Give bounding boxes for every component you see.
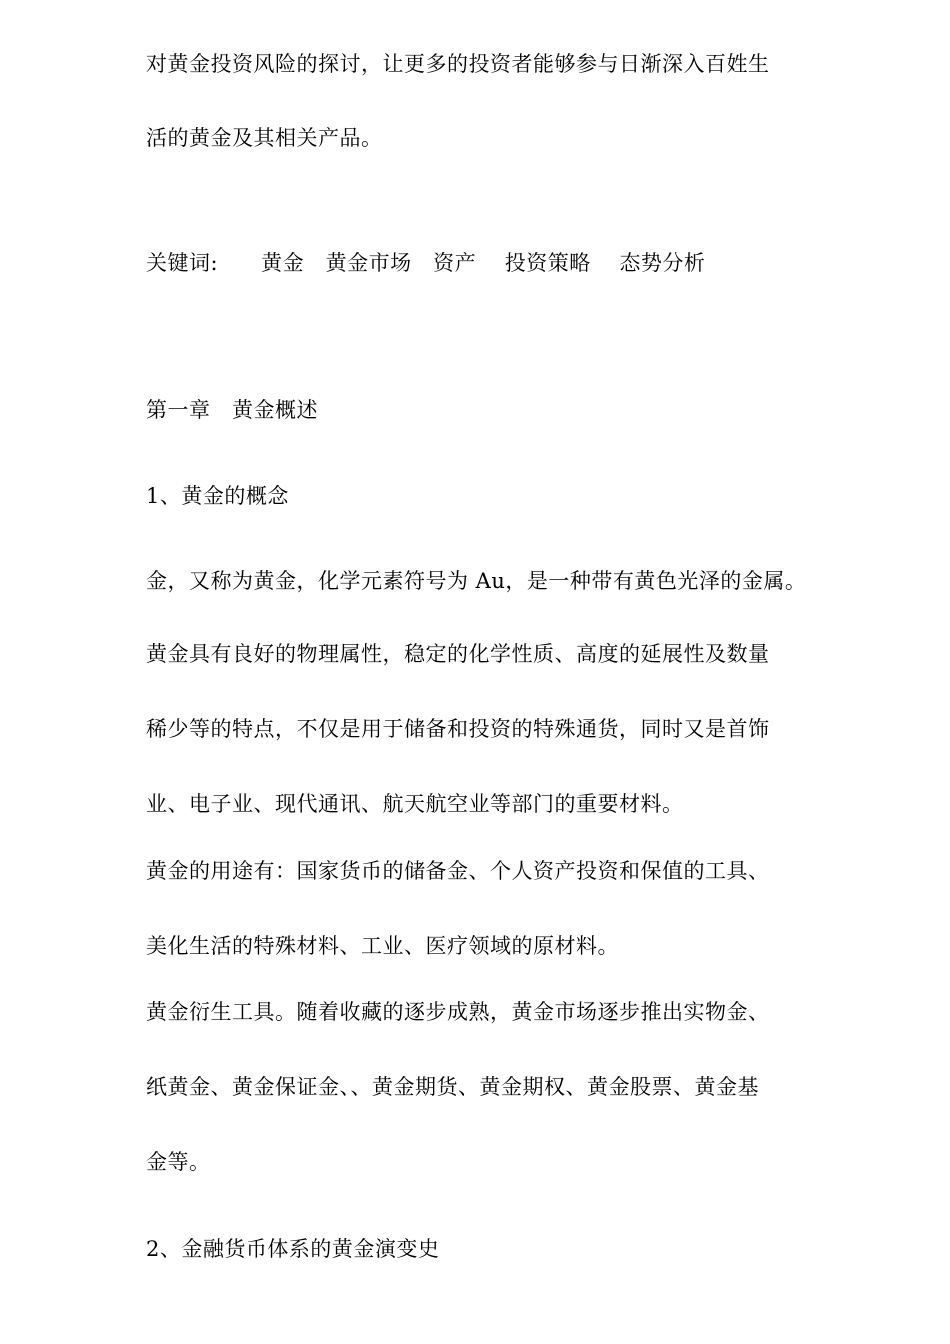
paragraph-line: 美化生活的特殊材料、工业、医疗领域的原材料。 bbox=[146, 934, 619, 958]
chapter-heading: 第一章 黄金概述 bbox=[146, 398, 318, 422]
paragraph-line: 对黄金投资风险的探讨，让更多的投资者能够参与日渐深入百姓生 bbox=[146, 52, 770, 76]
paragraph-line: 业、电子业、现代通讯、航天航空业等部门的重要材料。 bbox=[146, 792, 684, 816]
paragraph-line: 金等。 bbox=[146, 1150, 211, 1174]
paragraph-line: 黄金衍生工具。随着收藏的逐步成熟，黄金市场逐步推出实物金、 bbox=[146, 1000, 770, 1024]
section-heading: 1、黄金的概念 bbox=[146, 484, 289, 508]
paragraph-line: 金，又称为黄金，化学元素符号为 Au，是一种带有黄色光泽的金属。 bbox=[146, 569, 807, 593]
paragraph-line: 活的黄金及其相关产品。 bbox=[146, 126, 383, 150]
paragraph-line: 黄金的用途有：国家货币的储备金、个人资产投资和保值的工具、 bbox=[146, 859, 770, 883]
paragraph-line: 黄金具有良好的物理属性，稳定的化学性质、高度的延展性及数量 bbox=[146, 642, 770, 666]
paragraph-line: 纸黄金、黄金保证金、、黄金期货、黄金期权、黄金股票、黄金基 bbox=[146, 1075, 759, 1099]
paragraph-line: 稀少等的特点，不仅是用于储备和投资的特殊通货，同时又是首饰 bbox=[146, 717, 770, 741]
keywords-line: 关键词: 黄金 黄金市场 资产 投资策略 态势分析 bbox=[146, 251, 706, 275]
section-heading: 2、金融货币体系的黄金演变史 bbox=[146, 1237, 440, 1261]
